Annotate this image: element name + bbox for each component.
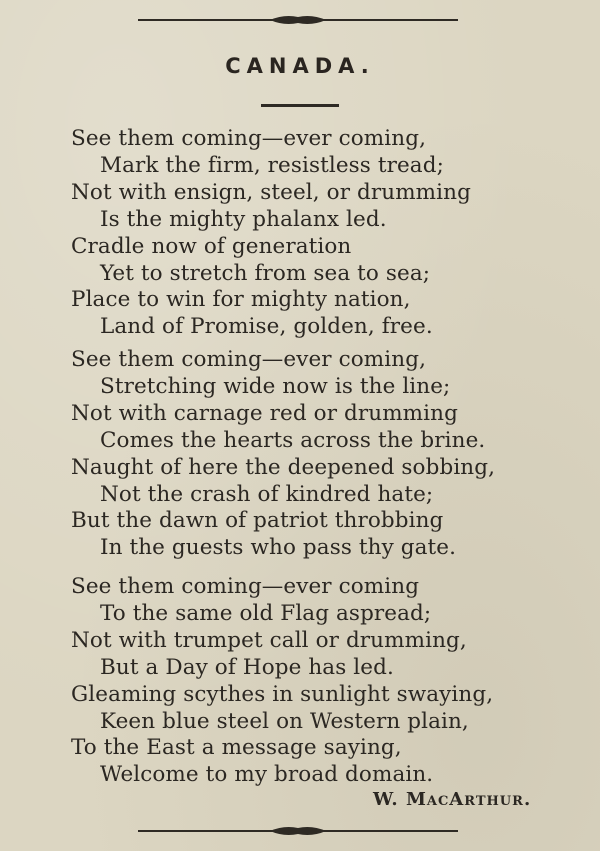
- poem-line: Gleaming scythes in sunlight swaying,: [71, 681, 494, 707]
- poem-line: See them coming—ever coming,: [71, 126, 426, 151]
- stanza-2: [71, 347, 571, 562]
- poem-line: Welcome to my broad domain.: [100, 762, 434, 788]
- poem-line: Land of Promise, golden, free.: [100, 314, 433, 340]
- top-ornamental-rule: [138, 13, 458, 27]
- poem-line: Comes the hearts across the brine.: [100, 427, 486, 453]
- poem-line: Place to win for mighty nation,: [71, 287, 411, 313]
- poem-line: To the East a message saying,: [71, 735, 402, 761]
- bottom-ornamental-rule: [138, 824, 458, 838]
- stanza-3: [71, 574, 571, 789]
- poem-line: In the guests who pass thy gate.: [100, 535, 457, 561]
- poem-title: CANADA.: [225, 54, 375, 78]
- poem-line: Is the mighty phalanx led.: [100, 206, 387, 232]
- poem-line: Not with ensign, steel, or drumming: [71, 179, 471, 205]
- poem-line: Not with carnage red or drumming: [71, 400, 458, 426]
- poem-line: Stretching wide now is the line;: [100, 373, 451, 399]
- poem-line: To the same old Flag aspread;: [100, 600, 432, 626]
- poem-line: See them coming—ever coming,: [71, 347, 426, 372]
- stanza-1: [71, 126, 571, 341]
- title-underline-rule: [261, 104, 339, 107]
- poem-line: But a Day of Hope has led.: [100, 654, 394, 680]
- poem-line: Not the crash of kindred hate;: [100, 481, 434, 507]
- author-signature: W. MacArthur.: [373, 789, 532, 810]
- poem-line: Yet to stretch from sea to sea;: [100, 260, 431, 286]
- poem-line: Mark the firm, resistless tread;: [100, 152, 444, 178]
- poem-line: But the dawn of patriot throbbing: [71, 508, 444, 534]
- poem-line: Keen blue steel on Western plain,: [100, 708, 469, 734]
- poem-line: Not with trumpet call or drumming,: [71, 627, 467, 653]
- poem-line: Cradle now of generation: [71, 233, 352, 259]
- poem-line: See them coming—ever coming: [71, 574, 420, 599]
- poem-line: Naught of here the deepened sobbing,: [71, 454, 496, 480]
